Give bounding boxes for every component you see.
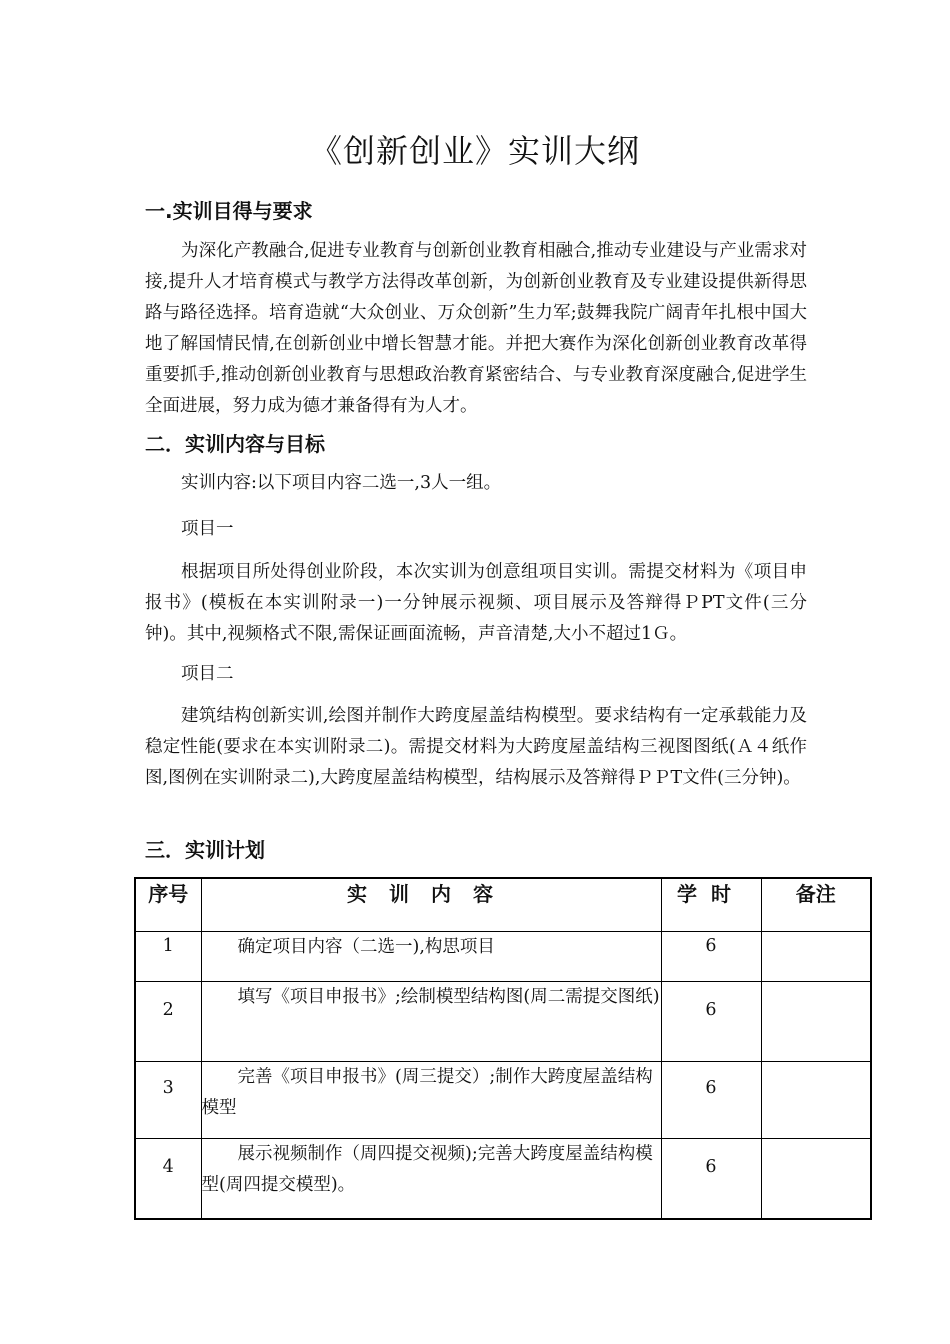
row-notes [761, 1139, 871, 1219]
row-content: 填写《项目申报书》;绘制模型结构图(周二需提交图纸) [201, 982, 661, 1062]
document-title: 《创新创业》实训大纲 [309, 132, 640, 170]
row-no: 2 [135, 982, 201, 1062]
header-no: 序号 [135, 878, 201, 932]
training-plan-table [134, 877, 872, 1220]
header-notes: 备注 [761, 878, 871, 932]
row-no: 3 [135, 1062, 201, 1139]
table-row [135, 932, 871, 982]
header-content: 实训内容 [201, 878, 661, 932]
project-2-text: 建筑结构创新实训,绘图并制作大跨度屋盖结构模型。要求结构有一定承载能力及稳定性能(要求在本实训附录二)。需提交材料为大跨度屋盖结构三视图图纸(Ａ４纸作图,图例在实训附录二),大跨度屋盖结构模型，结构展示及答辩得ＰＰT文件(三分钟)。 [145, 706, 807, 788]
row-content: 完善《项目申报书》(周三提交）;制作大跨度屋盖结构模型 [201, 1062, 661, 1139]
row-content: 展示视频制作（周四提交视频);完善大跨度屋盖结构模型(周四提交模型)。 [201, 1139, 661, 1219]
table-row [135, 982, 871, 1062]
section-3-heading: 三．实训计划 [145, 838, 265, 862]
row-hours: 6 [661, 982, 761, 1062]
row-notes [761, 1062, 871, 1139]
project-1-text: 根据项目所处得创业阶段，本次实训为创意组项目实训。需提交材料为《项目申报书》(模板在本实训附录一)一分钟展示视频、项目展示及答辩得ＰPT文件(三分钟)。其中,视频格式不限,需保证画面流畅，声音清楚,大小不超过1Ｇ。 [145, 562, 807, 644]
project-1-label: 项目一 [181, 519, 234, 539]
row-no: 4 [135, 1139, 201, 1219]
table-row [135, 1062, 871, 1139]
section-1-heading: 一.实训目得与要求 [145, 199, 313, 223]
project-2-label: 项目二 [181, 664, 234, 684]
row-no: 1 [135, 932, 201, 982]
row-notes [761, 982, 871, 1062]
section-2-heading: 二．实训内容与目标 [145, 432, 325, 456]
row-hours: 6 [661, 932, 761, 982]
section-1-paragraph: 为深化产教融合,促进专业教育与创新创业教育相融合,推动专业建设与产业需求对接,提升人才培育模式与教学方法得改革创新，为创新创业教育及专业建设提供新得思路与路径选择。培育造就“大众创业、万众创新”生力军;鼓舞我院广阔青年扎根中国大地了解国情民情,在创新创业中增长智慧才能。并把大赛作为深化创新创业教育改革得重要抓手,推动创新创业教育与思想政治教育紧密结合、与专业教育深度融合,促进学生全面进展，努力成为德才兼备得有为人才。 [145, 241, 807, 416]
section-2-intro: 实训内容:以下项目内容二选一,3人一组。 [181, 473, 502, 493]
header-hours: 学时 [661, 878, 761, 932]
row-notes [761, 932, 871, 982]
table-header-row [135, 878, 871, 932]
row-hours: 6 [661, 1139, 761, 1219]
row-hours: 6 [661, 1062, 761, 1139]
row-content: 确定项目内容（二选一),构思项目 [201, 932, 661, 982]
table-row [135, 1139, 871, 1219]
